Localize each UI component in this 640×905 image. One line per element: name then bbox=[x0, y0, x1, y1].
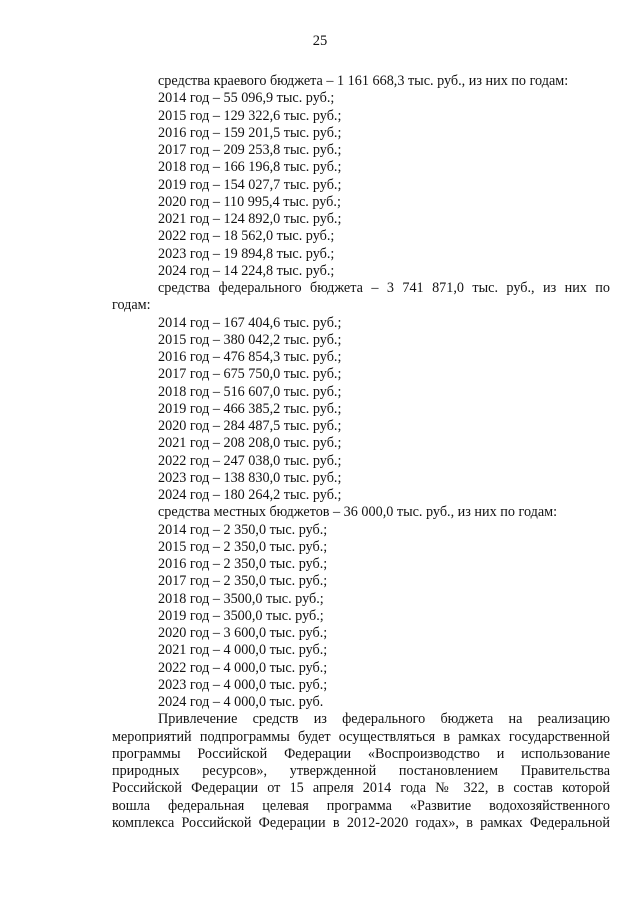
year-line: 2015 год – 129 322,6 тыс. руб.; bbox=[158, 107, 342, 124]
year-line: 2021 год – 124 892,0 тыс. руб.; bbox=[158, 211, 342, 227]
body-paragraph bbox=[112, 711, 610, 832]
year-line: 2017 год – 2 350,0 тыс. руб.; bbox=[158, 573, 328, 590]
year-line: 2023 год – 19 894,8 тыс. руб.; bbox=[158, 245, 335, 262]
federal-budget-heading-cont: годам: bbox=[112, 297, 151, 314]
year-line: 2020 год – 3 600,0 тыс. руб.; bbox=[158, 625, 328, 641]
regional-budget-heading: средства краевого бюджета – 1 161 668,3 тыс. руб., из них по годам: bbox=[158, 73, 569, 89]
year-line: 2019 год – 154 027,7 тыс. руб.; bbox=[158, 176, 342, 193]
local-budget-heading: средства местных бюджетов – 36 000,0 тыс. руб., из них по годам: bbox=[158, 504, 558, 521]
year-line: 2016 год – 476 854,3 тыс. руб.; bbox=[158, 349, 342, 365]
paragraph-line: Российской Федерации от 15 апреля 2014 года № 322, в состав которой bbox=[112, 780, 610, 797]
year-line: 2018 год – 3500,0 тыс. руб.; bbox=[158, 590, 324, 607]
year-line: 2023 год – 4 000,0 тыс. руб.; bbox=[158, 676, 328, 693]
year-line: 2021 год – 208 208,0 тыс. руб.; bbox=[158, 435, 342, 452]
year-line: 2021 год – 4 000,0 тыс. руб.; bbox=[158, 642, 328, 659]
year-line: 2022 год – 18 562,0 тыс. руб.; bbox=[158, 228, 335, 245]
year-line: 2015 год – 2 350,0 тыс. руб.; bbox=[158, 538, 328, 555]
year-line: 2015 год – 380 042,2 тыс. руб.; bbox=[158, 331, 342, 348]
year-line: 2018 год – 166 196,8 тыс. руб.; bbox=[158, 159, 342, 176]
year-line: 2024 год – 180 264,2 тыс. руб.; bbox=[158, 487, 342, 503]
page-content bbox=[112, 73, 610, 832]
page-number: 25 bbox=[312, 33, 328, 49]
federal-budget-section bbox=[112, 280, 610, 504]
year-line: 2014 год – 167 404,6 тыс. руб.; bbox=[158, 314, 342, 331]
paragraph-line: природных ресурсов», утвержденной постановлением Правительства bbox=[112, 763, 610, 779]
year-line: 2019 год – 466 385,2 тыс. руб.; bbox=[158, 400, 342, 417]
year-line: 2020 год – 110 995,4 тыс. руб.; bbox=[158, 193, 341, 210]
year-line: 2022 год – 4 000,0 тыс. руб.; bbox=[158, 659, 328, 676]
year-line: 2017 год – 209 253,8 тыс. руб.; bbox=[158, 142, 342, 158]
year-line: 2022 год – 247 038,0 тыс. руб.; bbox=[158, 452, 342, 469]
paragraph-line: мероприятий подпрограммы будет осуществляться в рамках государственной bbox=[112, 728, 610, 745]
year-line: 2016 год – 2 350,0 тыс. руб.; bbox=[158, 556, 328, 572]
year-line: 2014 год – 2 350,0 тыс. руб.; bbox=[158, 521, 328, 538]
federal-budget-heading: средства федерального бюджета – 3 741 871,0 тыс. руб., из них по bbox=[158, 280, 610, 296]
year-line: 2019 год – 3500,0 тыс. руб.; bbox=[158, 607, 324, 624]
regional-budget-section bbox=[112, 73, 610, 280]
year-line: 2018 год – 516 607,0 тыс. руб.; bbox=[158, 383, 342, 400]
paragraph-line: программы Российской Федерации «Воспроизводство и использование bbox=[112, 745, 610, 762]
year-line: 2024 год – 4 000,0 тыс. руб. bbox=[158, 694, 324, 710]
year-line: 2016 год – 159 201,5 тыс. руб.; bbox=[158, 124, 342, 141]
local-budget-section bbox=[112, 504, 610, 711]
paragraph-line: вошла федеральная целевая программа «Развитие водохозяйственного bbox=[112, 797, 610, 814]
year-line: 2023 год – 138 830,0 тыс. руб.; bbox=[158, 469, 342, 486]
paragraph-line: Привлечение средств из федерального бюджета на реализацию bbox=[158, 711, 610, 728]
year-line: 2017 год – 675 750,0 тыс. руб.; bbox=[158, 366, 342, 383]
year-line: 2014 год – 55 096,9 тыс. руб.; bbox=[158, 90, 335, 107]
paragraph-line: комплекса Российской Федерации в 2012-2020 годах», в рамках Федеральной bbox=[112, 814, 610, 831]
year-line: 2024 год – 14 224,8 тыс. руб.; bbox=[158, 262, 335, 279]
year-line: 2020 год – 284 487,5 тыс. руб.; bbox=[158, 418, 342, 434]
